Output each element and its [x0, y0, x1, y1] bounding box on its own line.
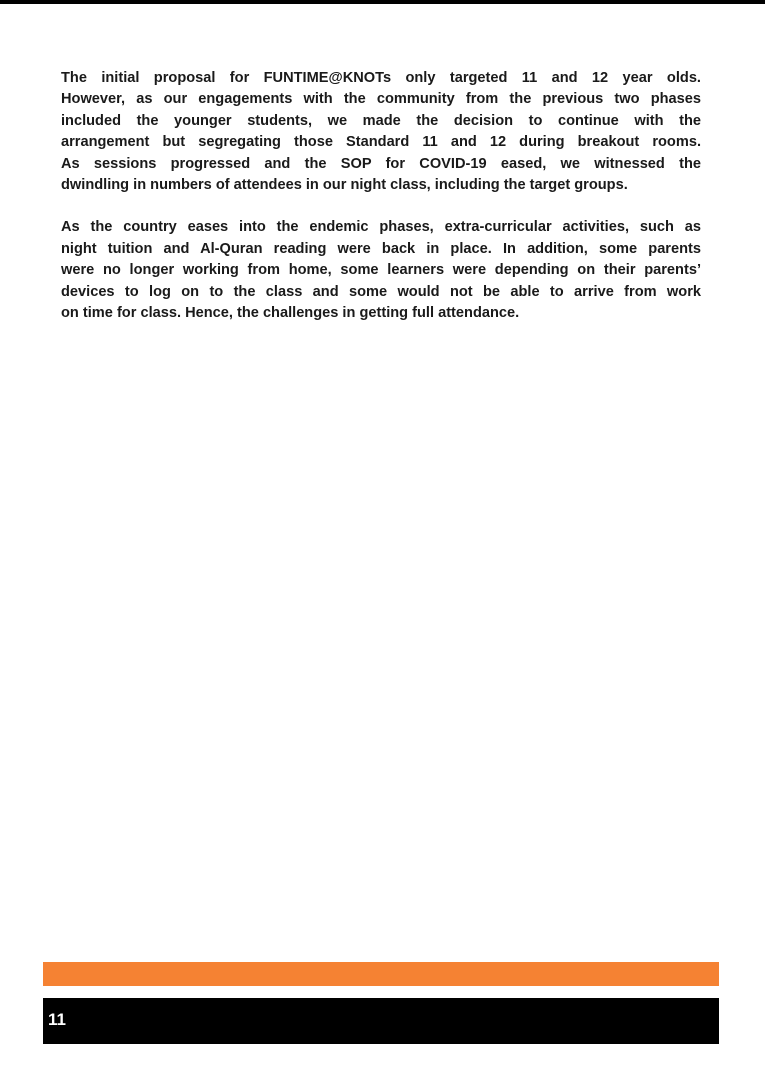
footer-bar: [43, 998, 719, 1044]
top-border-rule: [0, 0, 765, 4]
text-line: arrangement but segregating those Standard 11 and 12 during breakout rooms.: [61, 134, 701, 151]
body-text: [61, 68, 701, 324]
text-line: dwindling in numbers of attendees in our night class, including the target groups.: [61, 177, 628, 194]
text-line: night tuition and Al-Quran reading were back in place. In addition, some parents: [61, 240, 701, 257]
paragraph-1: [61, 68, 701, 196]
text-line: However, as our engagements with the community from the previous two phases: [61, 91, 701, 108]
text-line: As the country eases into the endemic phases, extra-curricular activities, such as: [61, 219, 701, 236]
page-number: 11: [48, 1010, 66, 1029]
text-line: As sessions progressed and the SOP for COVID-19 eased, we witnessed the: [61, 155, 701, 172]
footer-accent-bar: [43, 962, 719, 986]
text-line: included the younger students, we made the decision to continue with the: [61, 112, 701, 129]
text-line: were no longer working from home, some learners were depending on their parents’: [61, 262, 701, 279]
text-line: devices to log on to the class and some would not be able to arrive from work: [61, 283, 701, 300]
paragraph-2: [61, 217, 701, 324]
text-line: on time for class. Hence, the challenges in getting full attendance.: [61, 305, 520, 322]
text-line: The initial proposal for FUNTIME@KNOTs only targeted 11 and 12 year olds.: [61, 70, 701, 86]
